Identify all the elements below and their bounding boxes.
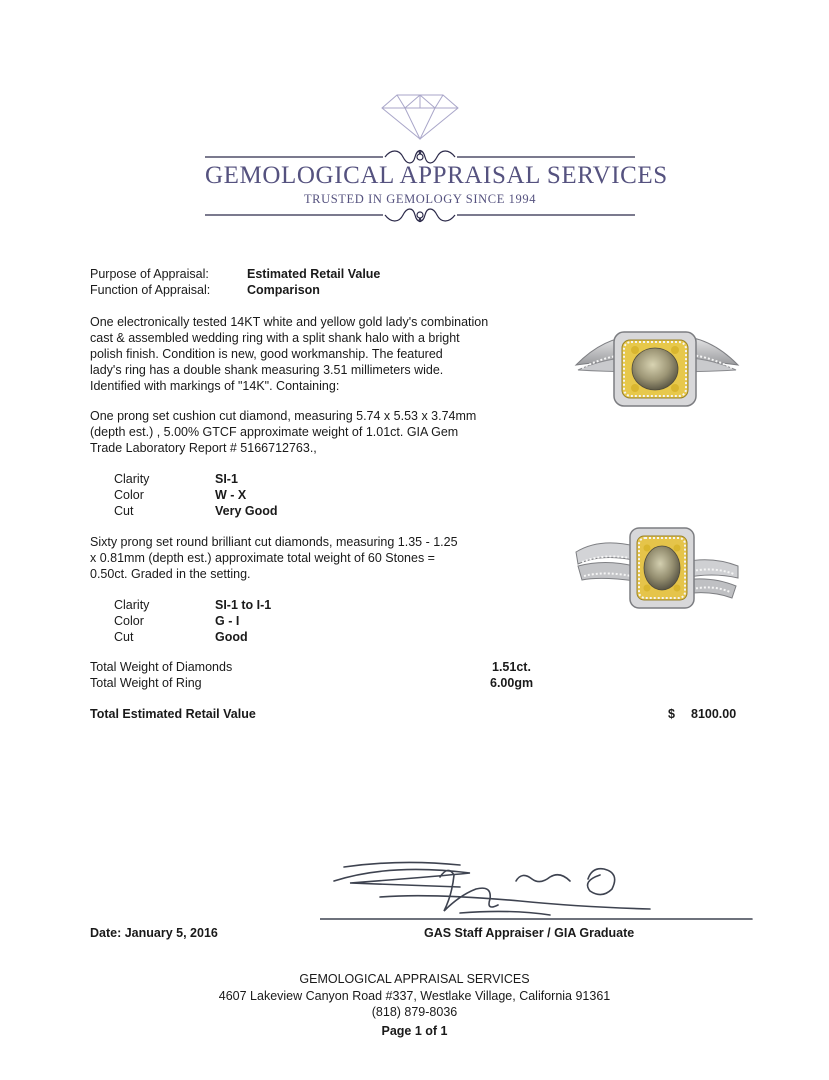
description-line: Identified with markings of "14K". Containing: <box>90 379 340 393</box>
grade-label: Clarity <box>114 472 150 486</box>
footer-address: 4607 Lakeview Canyon Road #337, Westlake Village, California 91361 <box>218 989 611 1003</box>
center-stone-line: Trade Laboratory Report # 5166712763., <box>90 441 317 455</box>
total-ring-label: Total Weight of Ring <box>90 676 202 690</box>
grade-row <box>114 471 278 487</box>
total-diamonds-label: Total Weight of Diamonds <box>90 660 233 674</box>
appraiser-signature <box>320 855 760 925</box>
function-label: Function of Appraisal: <box>90 283 211 297</box>
total-diamonds-value: 1.51ct. <box>492 660 531 674</box>
currency-symbol: $ <box>668 707 675 721</box>
grade-value: W - X <box>215 488 247 502</box>
description-line: cast & assembled wedding ring with a split shank halo with a bright <box>90 331 460 345</box>
grade-row <box>114 597 271 613</box>
brand-title: GEMOLOGICAL APPRAISAL SERVICES <box>205 162 668 189</box>
ring-photo-side <box>572 522 742 612</box>
purpose-label: Purpose of Appraisal: <box>90 267 209 281</box>
ring-description <box>90 314 530 394</box>
total-ring-value: 6.00gm <box>490 676 534 690</box>
description-line: lady's ring has a double shank measuring 3.51 millimeters wide. <box>90 363 444 377</box>
side-stones-line: Sixty prong set round brilliant cut diamonds, measuring 1.35 - 1.25 <box>90 535 458 549</box>
appraisal-date: Date: January 5, 2016 <box>90 926 218 940</box>
grade-label: Color <box>114 488 144 502</box>
grade-value: Good <box>215 630 248 644</box>
grade-value: SI-1 to I-1 <box>215 598 272 612</box>
appraiser-title: GAS Staff Appraiser / GIA Graduate <box>424 926 635 940</box>
side-stones-line: x 0.81mm (depth est.) approximate total weight of 60 Stones = <box>90 551 435 565</box>
grade-label: Cut <box>114 630 134 644</box>
footer-company: GEMOLOGICAL APPRAISAL SERVICES <box>299 972 530 986</box>
footer-phone: (818) 879-8036 <box>371 1005 458 1019</box>
side-stones-line: 0.50ct. Graded in the setting. <box>90 567 251 581</box>
description-line: polish finish. Condition is new, good workmanship. The featured <box>90 347 443 361</box>
grade-label: Cut <box>114 504 134 518</box>
grade-row <box>114 613 271 629</box>
grade-row <box>114 629 271 645</box>
total-retail-label: Total Estimated Retail Value <box>90 707 256 721</box>
description-line: One electronically tested 14KT white and yellow gold lady's combination <box>90 315 489 329</box>
center-stone-line: (depth est.) , 5.00% GTCF approximate weight of 1.01ct. GIA Gem <box>90 425 459 439</box>
side-stones-grades <box>114 597 271 645</box>
brand-tagline: TRUSTED IN GEMOLOGY SINCE 1994 <box>303 192 537 206</box>
bottom-ornament-divider <box>205 206 635 224</box>
grade-value: Very Good <box>215 504 278 518</box>
side-stones-description <box>90 534 530 582</box>
grade-value: G - I <box>215 614 240 628</box>
total-retail-value: 8100.00 <box>691 707 737 721</box>
purpose-row <box>90 267 380 281</box>
grade-value: SI-1 <box>215 472 238 486</box>
purpose-value: Estimated Retail Value <box>247 267 381 281</box>
diamond-outline-icon <box>381 94 459 140</box>
function-value: Comparison <box>247 283 320 297</box>
grade-label: Clarity <box>114 598 150 612</box>
grade-label: Color <box>114 614 144 628</box>
center-stone-description <box>90 408 530 456</box>
grade-row <box>114 487 278 503</box>
grade-row <box>114 503 278 519</box>
function-row <box>90 283 320 297</box>
ring-photo-top <box>572 320 742 410</box>
center-stone-line: One prong set cushion cut diamond, measuring 5.74 x 5.53 x 3.74mm <box>90 409 477 423</box>
center-stone-grades <box>114 471 278 519</box>
page-number: Page 1 of 1 <box>381 1024 448 1038</box>
